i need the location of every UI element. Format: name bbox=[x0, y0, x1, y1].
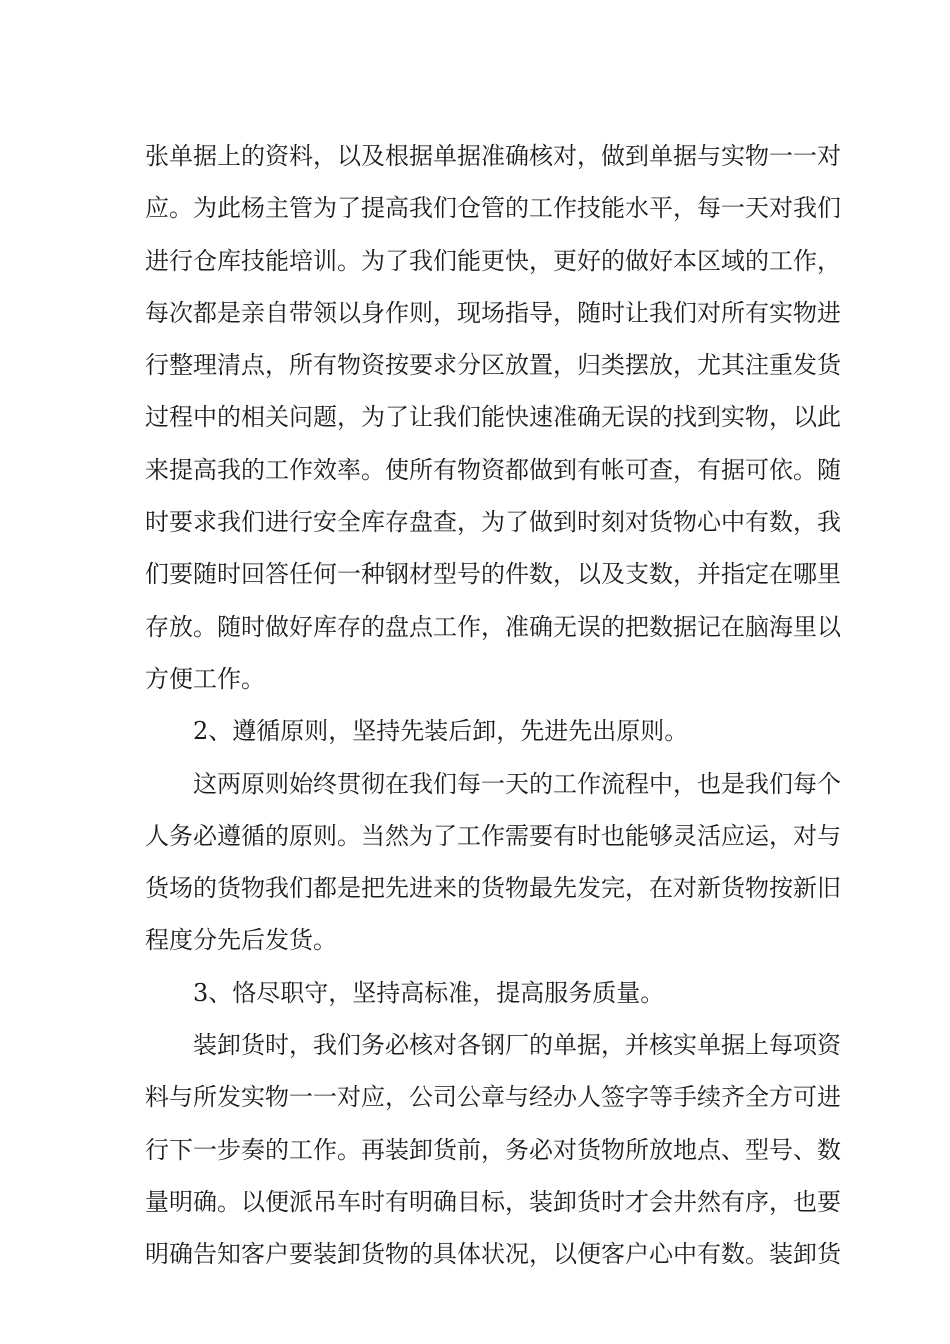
text-line: 时要求我们进行安全库存盘查，为了做到时刻对货物心中有数，我 bbox=[145, 508, 841, 537]
text-line: 方便工作。 bbox=[145, 664, 265, 693]
text-line: 行整理清点，所有物资按要求分区放置，归类摆放，尤其注重发货 bbox=[145, 351, 841, 380]
text-line: 应。为此杨主管为了提高我们仓管的工作技能水平，每一天对我们 bbox=[145, 194, 841, 223]
text-line: 货场的货物我们都是把先进来的货物最先发完，在对新货物按新旧 bbox=[145, 874, 841, 903]
text-line: 来提高我的工作效率。使所有物资都做到有帐可查，有据可依。随 bbox=[145, 455, 841, 484]
text-line: 这两原则始终贯彻在我们每一天的工作流程中，也是我们每个 bbox=[193, 769, 841, 798]
document-body bbox=[145, 130, 841, 1281]
text-line: 明确告知客户要装卸货物的具体状况，以便客户心中有数。装卸货 bbox=[145, 1240, 841, 1269]
text-line: 过程中的相关问题，为了让我们能快速准确无误的找到实物，以此 bbox=[145, 403, 841, 432]
text-line: 存放。随时做好库存的盘点工作，准确无误的把数据记在脑海里以 bbox=[145, 612, 841, 641]
text-line: 每次都是亲自带领以身作则，现场指导，随时让我们对所有实物进 bbox=[145, 298, 841, 327]
text-line: 人务必遵循的原则。当然为了工作需要有时也能够灵活应运，对与 bbox=[145, 821, 841, 850]
text-line: 程度分先后发货。 bbox=[145, 926, 337, 955]
text-line: 装卸货时，我们务必核对各钢厂的单据，并核实单据上每项资 bbox=[193, 1031, 841, 1060]
text-line: 进行仓库技能培训。为了我们能更快，更好的做好本区域的工作， bbox=[145, 246, 841, 275]
text-line: 料与所发实物一一对应，公司公章与经办人签字等手续齐全方可进 bbox=[145, 1083, 841, 1112]
text-line: 行下一步奏的工作。再装卸货前，务必对货物所放地点、型号、数 bbox=[145, 1135, 841, 1164]
text-line: 们要随时回答任何一种钢材型号的件数，以及支数，并指定在哪里 bbox=[145, 560, 841, 589]
text-line: 量明确。以便派吊车时有明确目标，装卸货时才会井然有序，也要 bbox=[145, 1187, 841, 1216]
text-line: 3、恪尽职守，坚持高标准，提高服务质量。 bbox=[193, 978, 665, 1007]
text-line: 张单据上的资料，以及根据单据准确核对，做到单据与实物一一对 bbox=[145, 142, 841, 170]
text-line: 2、遵循原则，坚持先装后卸，先进先出原则。 bbox=[193, 717, 689, 746]
